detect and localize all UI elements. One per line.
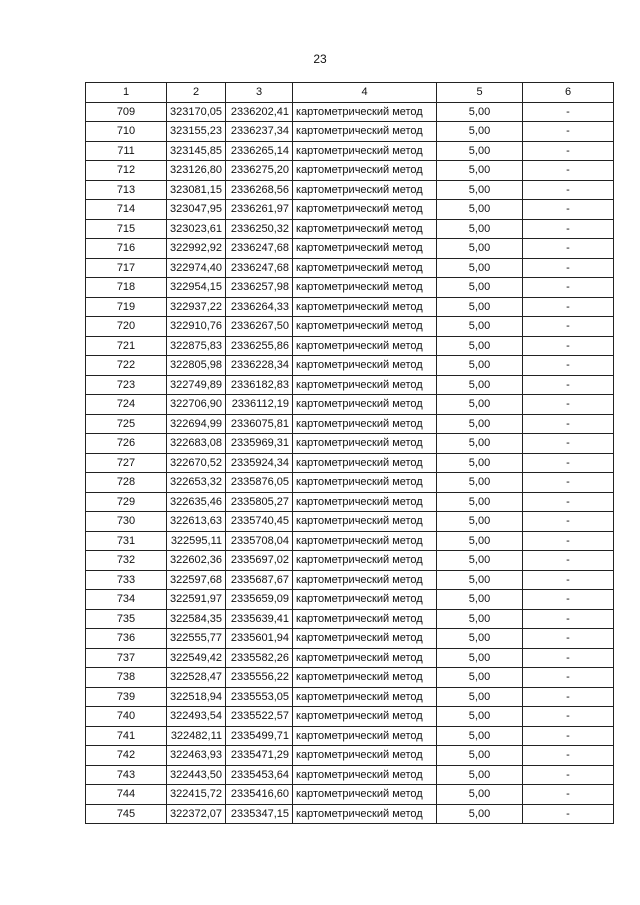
cell-note: - (523, 239, 614, 259)
cell-point-number: 710 (86, 122, 167, 142)
cell-note: - (523, 570, 614, 590)
cell-point-number: 740 (86, 707, 167, 727)
cell-accuracy: 5,00 (437, 473, 523, 493)
table-row (86, 765, 614, 785)
header-cell-1: 1 (86, 83, 167, 103)
cell-y-coordinate: 2335601,94 (226, 629, 293, 649)
cell-note: - (523, 726, 614, 746)
table-header (86, 83, 614, 103)
cell-method: картометрический метод (293, 765, 437, 785)
cell-note: - (523, 258, 614, 278)
cell-y-coordinate: 2336265,14 (226, 141, 293, 161)
cell-y-coordinate: 2335556,22 (226, 668, 293, 688)
cell-y-coordinate: 2335969,31 (226, 434, 293, 454)
cell-accuracy: 5,00 (437, 122, 523, 142)
cell-point-number: 736 (86, 629, 167, 649)
cell-note: - (523, 687, 614, 707)
cell-method: картометрический метод (293, 687, 437, 707)
table-row (86, 590, 614, 610)
cell-note: - (523, 219, 614, 239)
cell-y-coordinate: 2335453,64 (226, 765, 293, 785)
table-row (86, 336, 614, 356)
cell-note: - (523, 648, 614, 668)
table-row (86, 200, 614, 220)
cell-x-coordinate: 323081,15 (167, 180, 226, 200)
cell-method: картометрический метод (293, 141, 437, 161)
cell-point-number: 713 (86, 180, 167, 200)
cell-y-coordinate: 2335697,02 (226, 551, 293, 571)
cell-y-coordinate: 2335740,45 (226, 512, 293, 532)
cell-x-coordinate: 322670,52 (167, 453, 226, 473)
table-row (86, 512, 614, 532)
table-row (86, 317, 614, 337)
cell-point-number: 734 (86, 590, 167, 610)
header-cell-3: 3 (226, 83, 293, 103)
cell-accuracy: 5,00 (437, 375, 523, 395)
cell-y-coordinate: 2336257,98 (226, 278, 293, 298)
cell-x-coordinate: 322528,47 (167, 668, 226, 688)
table-row (86, 356, 614, 376)
cell-accuracy: 5,00 (437, 141, 523, 161)
table-row (86, 434, 614, 454)
cell-y-coordinate: 2335499,71 (226, 726, 293, 746)
cell-method: картометрический метод (293, 668, 437, 688)
table-row (86, 102, 614, 122)
cell-y-coordinate: 2336261,97 (226, 200, 293, 220)
cell-method: картометрический метод (293, 453, 437, 473)
cell-x-coordinate: 322954,15 (167, 278, 226, 298)
cell-point-number: 729 (86, 492, 167, 512)
cell-y-coordinate: 2336075,81 (226, 414, 293, 434)
cell-accuracy: 5,00 (437, 707, 523, 727)
cell-note: - (523, 141, 614, 161)
cell-note: - (523, 551, 614, 571)
cell-note: - (523, 668, 614, 688)
cell-x-coordinate: 322749,89 (167, 375, 226, 395)
cell-x-coordinate: 322992,92 (167, 239, 226, 259)
table-row (86, 375, 614, 395)
cell-point-number: 724 (86, 395, 167, 415)
cell-method: картометрический метод (293, 531, 437, 551)
cell-note: - (523, 804, 614, 824)
cell-method: картометрический метод (293, 258, 437, 278)
cell-point-number: 726 (86, 434, 167, 454)
cell-note: - (523, 590, 614, 610)
cell-point-number: 730 (86, 512, 167, 532)
cell-point-number: 733 (86, 570, 167, 590)
cell-method: картометрический метод (293, 609, 437, 629)
cell-x-coordinate: 322597,68 (167, 570, 226, 590)
cell-accuracy: 5,00 (437, 453, 523, 473)
table-row (86, 414, 614, 434)
cell-y-coordinate: 2336250,32 (226, 219, 293, 239)
cell-note: - (523, 395, 614, 415)
cell-x-coordinate: 322613,63 (167, 512, 226, 532)
cell-accuracy: 5,00 (437, 551, 523, 571)
cell-point-number: 739 (86, 687, 167, 707)
table-row (86, 531, 614, 551)
cell-y-coordinate: 2336247,68 (226, 258, 293, 278)
cell-note: - (523, 473, 614, 493)
cell-note: - (523, 434, 614, 454)
cell-method: картометрический метод (293, 102, 437, 122)
cell-y-coordinate: 2336275,20 (226, 161, 293, 181)
cell-method: картометрический метод (293, 122, 437, 142)
cell-accuracy: 5,00 (437, 531, 523, 551)
cell-y-coordinate: 2335522,57 (226, 707, 293, 727)
table-row (86, 668, 614, 688)
cell-y-coordinate: 2335639,41 (226, 609, 293, 629)
cell-point-number: 711 (86, 141, 167, 161)
cell-note: - (523, 161, 614, 181)
cell-accuracy: 5,00 (437, 161, 523, 181)
cell-method: картометрический метод (293, 473, 437, 493)
cell-accuracy: 5,00 (437, 434, 523, 454)
cell-method: картометрический метод (293, 200, 437, 220)
cell-x-coordinate: 322694,99 (167, 414, 226, 434)
cell-point-number: 723 (86, 375, 167, 395)
cell-y-coordinate: 2335876,05 (226, 473, 293, 493)
cell-method: картометрический метод (293, 590, 437, 610)
cell-y-coordinate: 2335687,67 (226, 570, 293, 590)
table-row (86, 551, 614, 571)
table-row (86, 804, 614, 824)
table-row (86, 180, 614, 200)
cell-note: - (523, 317, 614, 337)
cell-y-coordinate: 2336112,19 (226, 395, 293, 415)
table-row (86, 687, 614, 707)
cell-note: - (523, 492, 614, 512)
table-row (86, 395, 614, 415)
cell-method: картометрический метод (293, 395, 437, 415)
cell-point-number: 742 (86, 746, 167, 766)
page-number: 23 (313, 52, 327, 66)
cell-point-number: 715 (86, 219, 167, 239)
cell-accuracy: 5,00 (437, 258, 523, 278)
cell-accuracy: 5,00 (437, 512, 523, 532)
table-row (86, 746, 614, 766)
cell-accuracy: 5,00 (437, 746, 523, 766)
cell-point-number: 716 (86, 239, 167, 259)
cell-x-coordinate: 322683,08 (167, 434, 226, 454)
cell-accuracy: 5,00 (437, 629, 523, 649)
cell-method: картометрический метод (293, 161, 437, 181)
cell-note: - (523, 785, 614, 805)
cell-point-number: 718 (86, 278, 167, 298)
cell-x-coordinate: 322463,93 (167, 746, 226, 766)
cell-note: - (523, 531, 614, 551)
cell-accuracy: 5,00 (437, 102, 523, 122)
cell-method: картометрический метод (293, 317, 437, 337)
cell-x-coordinate: 322805,98 (167, 356, 226, 376)
cell-method: картометрический метод (293, 746, 437, 766)
cell-x-coordinate: 322584,35 (167, 609, 226, 629)
cell-y-coordinate: 2335347,15 (226, 804, 293, 824)
cell-x-coordinate: 322602,36 (167, 551, 226, 571)
cell-note: - (523, 278, 614, 298)
cell-note: - (523, 122, 614, 142)
cell-y-coordinate: 2336267,50 (226, 317, 293, 337)
cell-note: - (523, 200, 614, 220)
cell-y-coordinate: 2336237,34 (226, 122, 293, 142)
cell-accuracy: 5,00 (437, 804, 523, 824)
cell-y-coordinate: 2336255,86 (226, 336, 293, 356)
cell-accuracy: 5,00 (437, 785, 523, 805)
cell-accuracy: 5,00 (437, 278, 523, 298)
table-row (86, 629, 614, 649)
table-row (86, 122, 614, 142)
cell-y-coordinate: 2336264,33 (226, 297, 293, 317)
cell-point-number: 735 (86, 609, 167, 629)
table-row (86, 258, 614, 278)
cell-accuracy: 5,00 (437, 648, 523, 668)
cell-method: картометрический метод (293, 375, 437, 395)
cell-x-coordinate: 322591,97 (167, 590, 226, 610)
cell-method: картометрический метод (293, 726, 437, 746)
table-row (86, 570, 614, 590)
cell-x-coordinate: 322443,50 (167, 765, 226, 785)
cell-accuracy: 5,00 (437, 219, 523, 239)
cell-accuracy: 5,00 (437, 395, 523, 415)
cell-x-coordinate: 323023,61 (167, 219, 226, 239)
cell-accuracy: 5,00 (437, 180, 523, 200)
cell-point-number: 719 (86, 297, 167, 317)
cell-accuracy: 5,00 (437, 356, 523, 376)
cell-x-coordinate: 323047,95 (167, 200, 226, 220)
cell-accuracy: 5,00 (437, 687, 523, 707)
cell-point-number: 728 (86, 473, 167, 493)
cell-method: картометрический метод (293, 278, 437, 298)
cell-note: - (523, 746, 614, 766)
header-cell-6: 6 (523, 83, 614, 103)
cell-point-number: 722 (86, 356, 167, 376)
table-row (86, 219, 614, 239)
cell-note: - (523, 609, 614, 629)
cell-x-coordinate: 322482,11 (167, 726, 226, 746)
cell-x-coordinate: 322518,94 (167, 687, 226, 707)
cell-note: - (523, 356, 614, 376)
cell-note: - (523, 375, 614, 395)
coordinates-table (85, 82, 614, 824)
cell-method: картометрический метод (293, 492, 437, 512)
cell-point-number: 745 (86, 804, 167, 824)
cell-point-number: 717 (86, 258, 167, 278)
cell-y-coordinate: 2335553,05 (226, 687, 293, 707)
cell-accuracy: 5,00 (437, 414, 523, 434)
cell-y-coordinate: 2335416,60 (226, 785, 293, 805)
cell-method: картометрический метод (293, 239, 437, 259)
cell-y-coordinate: 2335924,34 (226, 453, 293, 473)
cell-method: картометрический метод (293, 707, 437, 727)
cell-note: - (523, 707, 614, 727)
cell-method: картометрический метод (293, 804, 437, 824)
cell-method: картометрический метод (293, 570, 437, 590)
cell-y-coordinate: 2335471,29 (226, 746, 293, 766)
cell-x-coordinate: 323155,23 (167, 122, 226, 142)
cell-accuracy: 5,00 (437, 492, 523, 512)
cell-x-coordinate: 322549,42 (167, 648, 226, 668)
cell-x-coordinate: 323170,05 (167, 102, 226, 122)
cell-method: картометрический метод (293, 434, 437, 454)
cell-accuracy: 5,00 (437, 239, 523, 259)
cell-y-coordinate: 2336268,56 (226, 180, 293, 200)
cell-x-coordinate: 322555,77 (167, 629, 226, 649)
header-row (86, 83, 614, 103)
cell-x-coordinate: 323145,85 (167, 141, 226, 161)
cell-x-coordinate: 322937,22 (167, 297, 226, 317)
cell-method: картометрический метод (293, 512, 437, 532)
header-cell-2: 2 (167, 83, 226, 103)
cell-y-coordinate: 2335708,04 (226, 531, 293, 551)
cell-note: - (523, 336, 614, 356)
table-row (86, 492, 614, 512)
cell-note: - (523, 180, 614, 200)
cell-point-number: 709 (86, 102, 167, 122)
cell-method: картометрический метод (293, 551, 437, 571)
cell-point-number: 741 (86, 726, 167, 746)
cell-method: картометрический метод (293, 629, 437, 649)
cell-y-coordinate: 2336247,68 (226, 239, 293, 259)
cell-x-coordinate: 322910,76 (167, 317, 226, 337)
cell-y-coordinate: 2335582,26 (226, 648, 293, 668)
cell-method: картометрический метод (293, 414, 437, 434)
table-row (86, 609, 614, 629)
table-row (86, 141, 614, 161)
cell-point-number: 712 (86, 161, 167, 181)
table-row (86, 453, 614, 473)
cell-point-number: 744 (86, 785, 167, 805)
cell-x-coordinate: 322706,90 (167, 395, 226, 415)
cell-point-number: 727 (86, 453, 167, 473)
cell-method: картометрический метод (293, 219, 437, 239)
cell-x-coordinate: 322635,46 (167, 492, 226, 512)
table-row (86, 473, 614, 493)
cell-x-coordinate: 322974,40 (167, 258, 226, 278)
cell-accuracy: 5,00 (437, 765, 523, 785)
table-row (86, 648, 614, 668)
cell-note: - (523, 765, 614, 785)
table-row (86, 161, 614, 181)
cell-method: картометрический метод (293, 356, 437, 376)
cell-point-number: 737 (86, 648, 167, 668)
cell-accuracy: 5,00 (437, 297, 523, 317)
cell-x-coordinate: 322595,11 (167, 531, 226, 551)
cell-point-number: 714 (86, 200, 167, 220)
cell-point-number: 731 (86, 531, 167, 551)
cell-y-coordinate: 2336182,83 (226, 375, 293, 395)
cell-point-number: 732 (86, 551, 167, 571)
cell-x-coordinate: 322493,54 (167, 707, 226, 727)
cell-note: - (523, 102, 614, 122)
cell-accuracy: 5,00 (437, 317, 523, 337)
cell-x-coordinate: 322372,07 (167, 804, 226, 824)
cell-note: - (523, 297, 614, 317)
cell-point-number: 743 (86, 765, 167, 785)
cell-note: - (523, 453, 614, 473)
cell-method: картометрический метод (293, 785, 437, 805)
cell-accuracy: 5,00 (437, 336, 523, 356)
cell-note: - (523, 414, 614, 434)
cell-y-coordinate: 2336228,34 (226, 356, 293, 376)
cell-x-coordinate: 323126,80 (167, 161, 226, 181)
table-row (86, 278, 614, 298)
cell-x-coordinate: 322875,83 (167, 336, 226, 356)
cell-y-coordinate: 2336202,41 (226, 102, 293, 122)
cell-accuracy: 5,00 (437, 590, 523, 610)
cell-point-number: 738 (86, 668, 167, 688)
table-row (86, 239, 614, 259)
cell-point-number: 721 (86, 336, 167, 356)
cell-x-coordinate: 322415,72 (167, 785, 226, 805)
table-row (86, 785, 614, 805)
cell-accuracy: 5,00 (437, 570, 523, 590)
table-row (86, 726, 614, 746)
table-row (86, 297, 614, 317)
table-row (86, 707, 614, 727)
cell-x-coordinate: 322653,32 (167, 473, 226, 493)
header-cell-4: 4 (293, 83, 437, 103)
cell-accuracy: 5,00 (437, 668, 523, 688)
cell-method: картометрический метод (293, 648, 437, 668)
table-body (86, 102, 614, 824)
cell-accuracy: 5,00 (437, 726, 523, 746)
cell-method: картометрический метод (293, 336, 437, 356)
cell-y-coordinate: 2335805,27 (226, 492, 293, 512)
cell-accuracy: 5,00 (437, 200, 523, 220)
cell-method: картометрический метод (293, 180, 437, 200)
cell-y-coordinate: 2335659,09 (226, 590, 293, 610)
cell-point-number: 720 (86, 317, 167, 337)
header-cell-5: 5 (437, 83, 523, 103)
cell-note: - (523, 512, 614, 532)
cell-point-number: 725 (86, 414, 167, 434)
cell-accuracy: 5,00 (437, 609, 523, 629)
cell-method: картометрический метод (293, 297, 437, 317)
cell-note: - (523, 629, 614, 649)
